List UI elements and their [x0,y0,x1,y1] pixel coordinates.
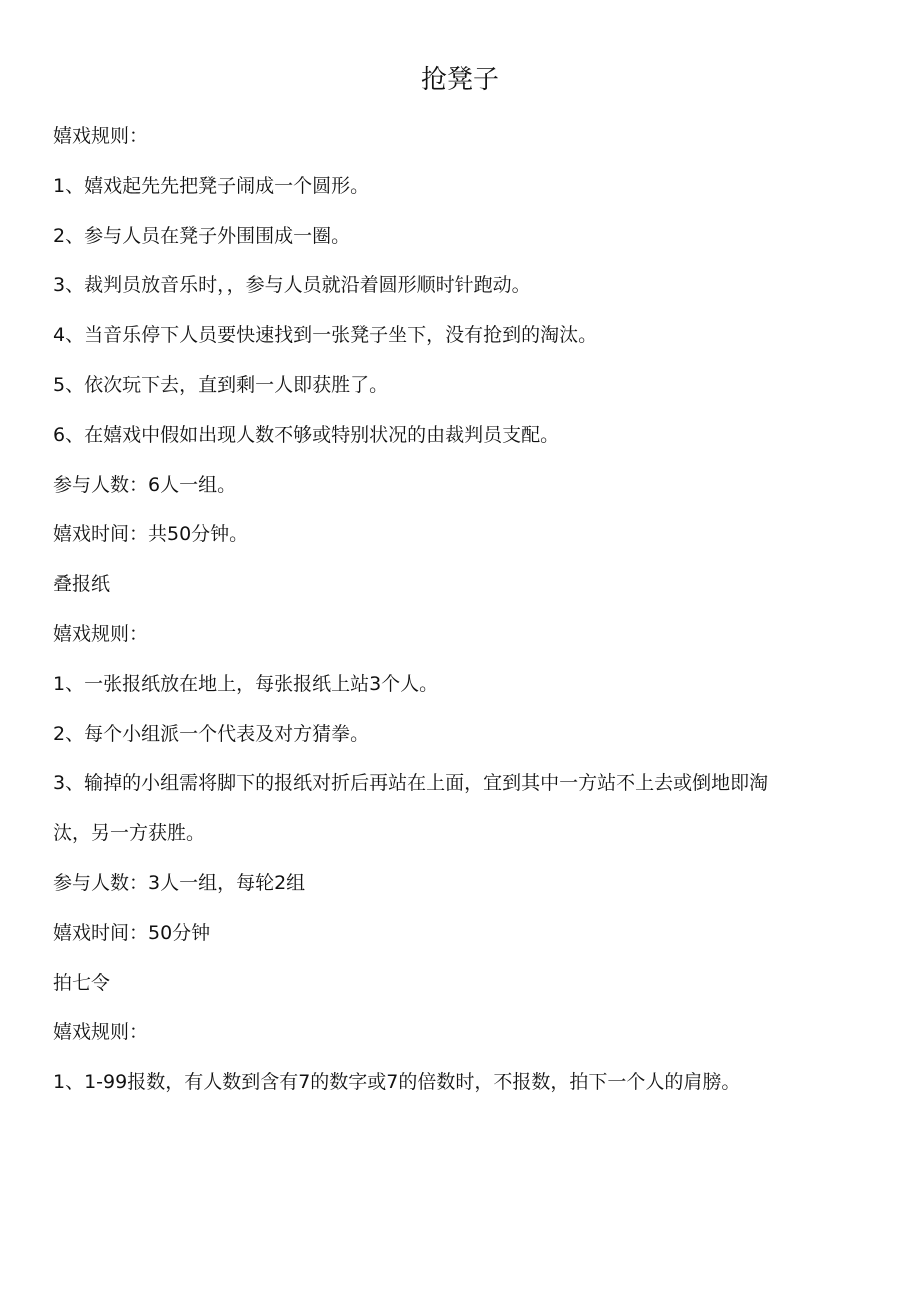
rule-item: 6、在嬉戏中假如出现人数不够或特别状况的由裁判员支配。 [53,423,560,446]
rule-item: 1、嬉戏起先先把凳子闹成一个圆形。 [53,174,370,197]
rule-item: 3、裁判员放音乐时，，参与人员就沿着圆形顺时针跑动。 [53,274,531,297]
rule-item: 1、一张报纸放在地上，每张报纸上站3个人。 [53,672,439,695]
rule-item: 1、1-99报数，有人数到含有7的数字或7的倍数时，不报数，拍下一个人的肩膀。 [53,1071,741,1094]
game-title: 拍七令 [53,971,111,994]
rule-item: 3、输掉的小组需将脚下的报纸对折后再站在上面，宜到其中一方站不上去或倒地即淘 [53,772,769,795]
section-heading: 嬉戏规则： [53,622,149,645]
game-title: 叠报纸 [53,573,111,596]
document-title: 抢凳子 [420,65,499,95]
rule-item: 5、依次玩下去，直到剩一人即获胜了。 [53,373,389,396]
duration-line: 嬉戏时间：共50分钟。 [53,523,249,546]
participants-line: 参与人数：3人一组，每轮2组 [53,871,306,894]
document-body [53,112,873,1108]
rule-item-continuation: 汰，另一方获胜。 [53,822,206,845]
participants-line: 参与人数：6人一组。 [53,473,237,496]
rule-item: 2、每个小组派一个代表及对方猜拳。 [53,722,370,745]
rule-item: 4、当音乐停下人员要快速找到一张凳子坐下，没有抢到的淘汰。 [53,324,598,347]
rule-item: 2、参与人员在凳子外围围成一圈。 [53,224,351,247]
duration-line: 嬉戏时间：50分钟 [53,921,211,944]
section-heading: 嬉戏规则： [53,1021,149,1044]
section-heading: 嬉戏规则： [53,125,149,147]
